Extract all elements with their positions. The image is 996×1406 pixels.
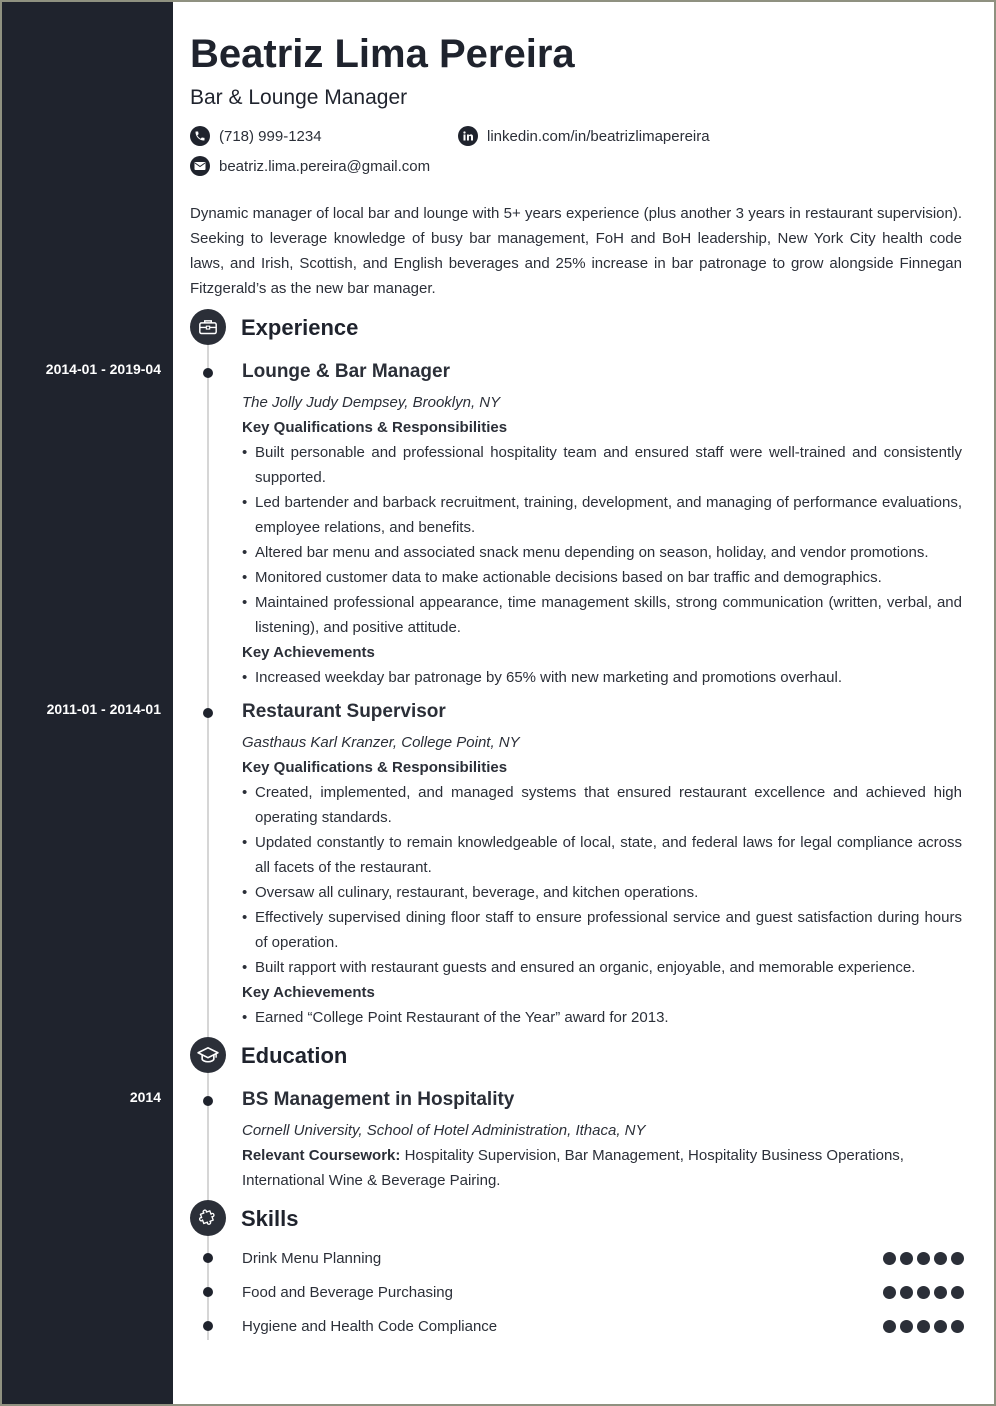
rating-dot <box>951 1252 964 1265</box>
job-entry <box>242 361 962 690</box>
contact-linkedin[interactable] <box>458 126 710 146</box>
resume-page <box>2 2 994 1404</box>
list-item: • Earned “College Point Restaurant of the Year” award for 2013. <box>242 1005 962 1030</box>
rating-dot <box>951 1286 964 1299</box>
job-date: 2014-01 - 2019-04 <box>45 361 161 377</box>
list-item: • Created, implemented, and managed systems that ensured restaurant excellence and achieved high operating standards. <box>242 780 962 830</box>
education-heading: Education <box>241 1043 348 1068</box>
timeline-dot <box>203 368 213 378</box>
sidebar <box>2 2 173 1404</box>
skill-rating <box>883 1252 964 1265</box>
responsibilities-list <box>242 440 962 640</box>
list-item: • Effectively supervised dining floor staff to ensure professional service and guest satisfaction during hours of operation. <box>242 905 962 955</box>
rating-dot <box>934 1286 947 1299</box>
graduation-cap-icon <box>190 1037 226 1073</box>
job-entry <box>242 701 962 1030</box>
email-link[interactable]: beatriz.lima.pereira@gmail.com <box>219 157 431 175</box>
timeline-dot <box>203 1253 213 1263</box>
education-entry <box>242 1089 962 1193</box>
skill-row <box>242 1282 964 1302</box>
skill-rating <box>883 1320 964 1333</box>
contact-phone <box>190 126 322 146</box>
candidate-role: Bar & Lounge Manager <box>190 86 408 109</box>
phone-icon <box>190 126 210 146</box>
responsibilities-heading: Key Qualifications & Responsibilities <box>242 759 508 776</box>
list-item: • Built rapport with restaurant guests and ensured an organic, enjoyable, and memorable experience. <box>242 955 962 980</box>
job-date: 2011-01 - 2014-01 <box>46 701 161 717</box>
rating-dot <box>934 1320 947 1333</box>
skill-row <box>242 1316 964 1336</box>
rating-dot <box>917 1286 930 1299</box>
candidate-name: Beatriz Lima Pereira <box>190 32 575 76</box>
timeline-dot <box>203 1096 213 1106</box>
timeline-dot <box>203 1287 213 1297</box>
degree-title: BS Management in Hospitality <box>242 1089 515 1110</box>
education-date: 2014 <box>129 1089 161 1105</box>
list-item: • Oversaw all culinary, restaurant, beverage, and kitchen operations. <box>242 880 962 905</box>
list-item: • Monitored customer data to make actionable decisions based on bar traffic and demographics. <box>242 565 962 590</box>
job-company: The Jolly Judy Dempsey, Brooklyn, NY <box>242 394 501 411</box>
job-title: Restaurant Supervisor <box>242 701 446 722</box>
education-timeline-line <box>207 1073 209 1201</box>
school-name: Cornell University, School of Hotel Administration, Ithaca, NY <box>242 1122 646 1139</box>
coursework-label: Relevant Coursework: <box>242 1147 401 1164</box>
puzzle-icon <box>190 1200 226 1236</box>
achievements-heading: Key Achievements <box>242 644 375 661</box>
linkedin-link[interactable]: linkedin.com/in/beatrizlimapereira <box>487 127 710 145</box>
responsibilities-list <box>242 780 962 980</box>
rating-dot <box>917 1252 930 1265</box>
list-item: • Led bartender and barback recruitment, training, development, and managing of performance evaluations, employee relations, and benefits. <box>242 490 962 540</box>
list-item: • Altered bar menu and associated snack menu depending on season, holiday, and vendor promotions. <box>242 540 962 565</box>
list-item: • Maintained professional appearance, time management skills, strong communication (written, verbal, and listening), and positive attitude. <box>242 590 962 640</box>
phone-text: (718) 999-1234 <box>219 127 322 145</box>
achievements-list <box>242 665 962 690</box>
rating-dot <box>883 1320 896 1333</box>
rating-dot <box>934 1252 947 1265</box>
rating-dot <box>900 1286 913 1299</box>
list-item: • Increased weekday bar patronage by 65% with new marketing and promotions overhaul. <box>242 665 962 690</box>
timeline-dot <box>203 1321 213 1331</box>
coursework <box>242 1143 962 1193</box>
skill-name: Hygiene and Health Code Compliance <box>242 1317 498 1335</box>
briefcase-icon <box>190 309 226 345</box>
skill-row <box>242 1248 964 1268</box>
rating-dot <box>900 1252 913 1265</box>
rating-dot <box>883 1252 896 1265</box>
linkedin-icon <box>458 126 478 146</box>
list-item: • Built personable and professional hospitality team and ensured staff were well-trained and consistently supported. <box>242 440 962 490</box>
email-icon <box>190 156 210 176</box>
summary-paragraph: Dynamic manager of local bar and lounge with 5+ years experience (plus another 3 years in restaurant supervision). Seeking to leverage knowledge of busy bar management, FoH and BoH leadership, New York City health code laws, and Irish, Scottish, and English beverages and 25% increase in bar patronage to grow alongside Finnegan Fitzgerald’s as the new bar manager. <box>190 205 962 297</box>
responsibilities-heading: Key Qualifications & Responsibilities <box>242 419 508 436</box>
contact-email[interactable] <box>190 156 430 176</box>
coursework-text: Hospitality Supervision, Bar Management, Hospitality Business Operations, International Wine & Beverage Pairing. <box>242 1147 904 1189</box>
rating-dot <box>951 1320 964 1333</box>
list-item: • Updated constantly to remain knowledgeable of local, state, and federal laws for legal compliance across all facets of the restaurant. <box>242 830 962 880</box>
skill-rating <box>883 1286 964 1299</box>
skill-name: Drink Menu Planning <box>242 1249 382 1267</box>
skills-heading: Skills <box>241 1206 299 1231</box>
rating-dot <box>883 1286 896 1299</box>
experience-heading: Experience <box>241 315 359 340</box>
rating-dot <box>917 1320 930 1333</box>
job-company: Gasthaus Karl Kranzer, College Point, NY <box>242 734 520 751</box>
job-title: Lounge & Bar Manager <box>242 361 450 382</box>
rating-dot <box>900 1320 913 1333</box>
timeline-dot <box>203 708 213 718</box>
achievements-heading: Key Achievements <box>242 984 375 1001</box>
skill-name: Food and Beverage Purchasing <box>242 1283 453 1301</box>
achievements-list <box>242 1005 962 1030</box>
experience-timeline-line <box>207 345 209 1037</box>
